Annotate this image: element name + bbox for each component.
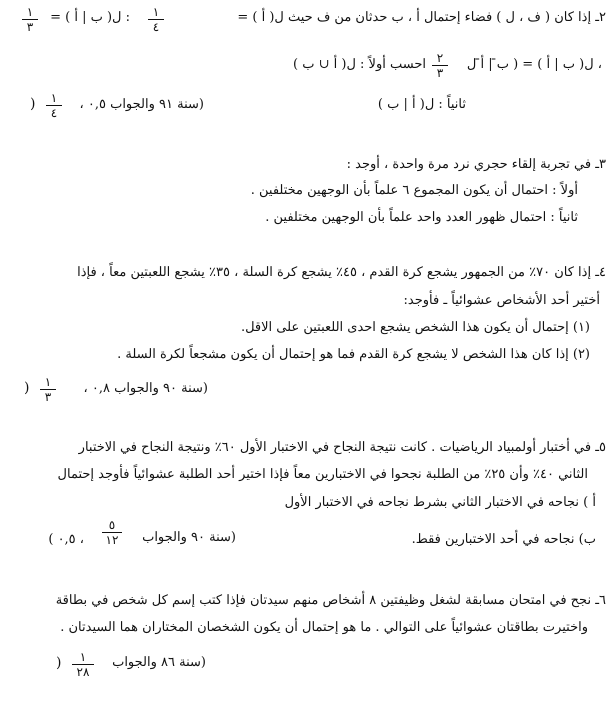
fraction: ١ ٢٨	[72, 651, 94, 678]
closing-paren: )	[30, 96, 36, 112]
answer-note: (سنة ٨٦ والجواب	[112, 655, 206, 670]
problem-line: ثانياً : احتمال ظهور العدد واحد علماً بأن الوجهين مختلفين .	[265, 210, 578, 225]
problem-line: ٣ـ في تجربة إلقاء حجري نرد مرة واحدة ، أوجد :	[346, 157, 606, 172]
problem-line: (١) إحتمال أن يكون هذا الشخص يشجع احدى اللعبتين على الاقل.	[240, 320, 590, 335]
problem-line: أولاً : احتمال أن يكون المجموع ٦ علماً بأن الوجهين مختلفين .	[250, 183, 578, 198]
answer-note: (سنة ٩٠ والجواب ٠,٨ ،	[83, 381, 208, 396]
problem-line: احسب أولاً : ل( أ ∪ ب )	[293, 57, 426, 72]
problem-line: ، ل( ب | أ ) = ( ب̄ | أ̄ ل	[466, 57, 602, 72]
problem-line: أختير أحد الأشخاص عشوائياً ـ فأوجد:	[403, 293, 600, 308]
problem-line: ٢ـ إذا كان ( ف ، ل ) فضاء إحتمال أ ، ب حدثان من ف حيث ل( أ ) =	[237, 10, 606, 25]
fraction: ١ ٤	[46, 92, 62, 119]
problem-line: أ ) نجاحه في الاختبار الثاني بشرط نجاحه في الاختبار الأول	[284, 495, 596, 510]
problem-line: : ل( ب | أ ) =	[50, 10, 130, 25]
fraction: ٢ ٣	[432, 52, 448, 79]
problem-line: ٦ـ نجح في امتحان مسابقة لشغل وظيفتين ٨ أشخاص منهم سيدتان فإذا كتب إسم كل شخص في بطاقة	[55, 593, 606, 608]
closing-paren: )	[24, 380, 30, 396]
answer-note: ، ٠,٥ )	[48, 532, 84, 547]
problem-line: ٥ـ في أختبار أولمبياد الرياضيات . كانت نتيجة النجاح في الاختبار الأول ٦٠٪ ونتيجة النجاح في الاختبار	[78, 440, 606, 455]
problem-line: ب) نجاحه في أحد الاختبارين فقط.	[411, 532, 596, 547]
closing-paren: )	[56, 655, 62, 671]
problem-line: (٢) إذا كان هذا الشخص لا يشجع كرة القدم فما هو إحتمال أن يكون مشجعاً لكرة السلة .	[117, 347, 590, 362]
answer-note: (سنة ٩١ والجواب ٠,٥ ،	[79, 97, 204, 112]
fraction: ٥ ١٢	[102, 519, 122, 546]
answer-note: (سنة ٩٠ والجواب	[142, 530, 236, 545]
problem-line: الثاني ٤٠٪ وأن ٢٥٪ من الطلبة نجحوا في الاختبارين معاً فإذا اختير أحد الطلبة عشوائياً فأوجد إحتمال	[57, 467, 588, 482]
fraction: ١ ٣	[22, 6, 38, 33]
fraction: ١ ٣	[40, 376, 56, 403]
problem-line: ٤ـ إذا كان ٧٠٪ من الجمهور يشجع كرة القدم ، ٤٥٪ يشجع كرة السلة ، ٣٥٪ يشجع اللعبتين معاً ، فإذا	[77, 265, 606, 280]
fraction: ١ ٤	[148, 6, 164, 33]
problem-line: ثانياً : ل( أ | ب )	[377, 97, 466, 112]
problem-line: واختيرت بطاقتان عشوائياً على التوالي . ما هو إحتمال أن يكون الشخصان المختاران هما السيدتان .	[60, 620, 588, 635]
